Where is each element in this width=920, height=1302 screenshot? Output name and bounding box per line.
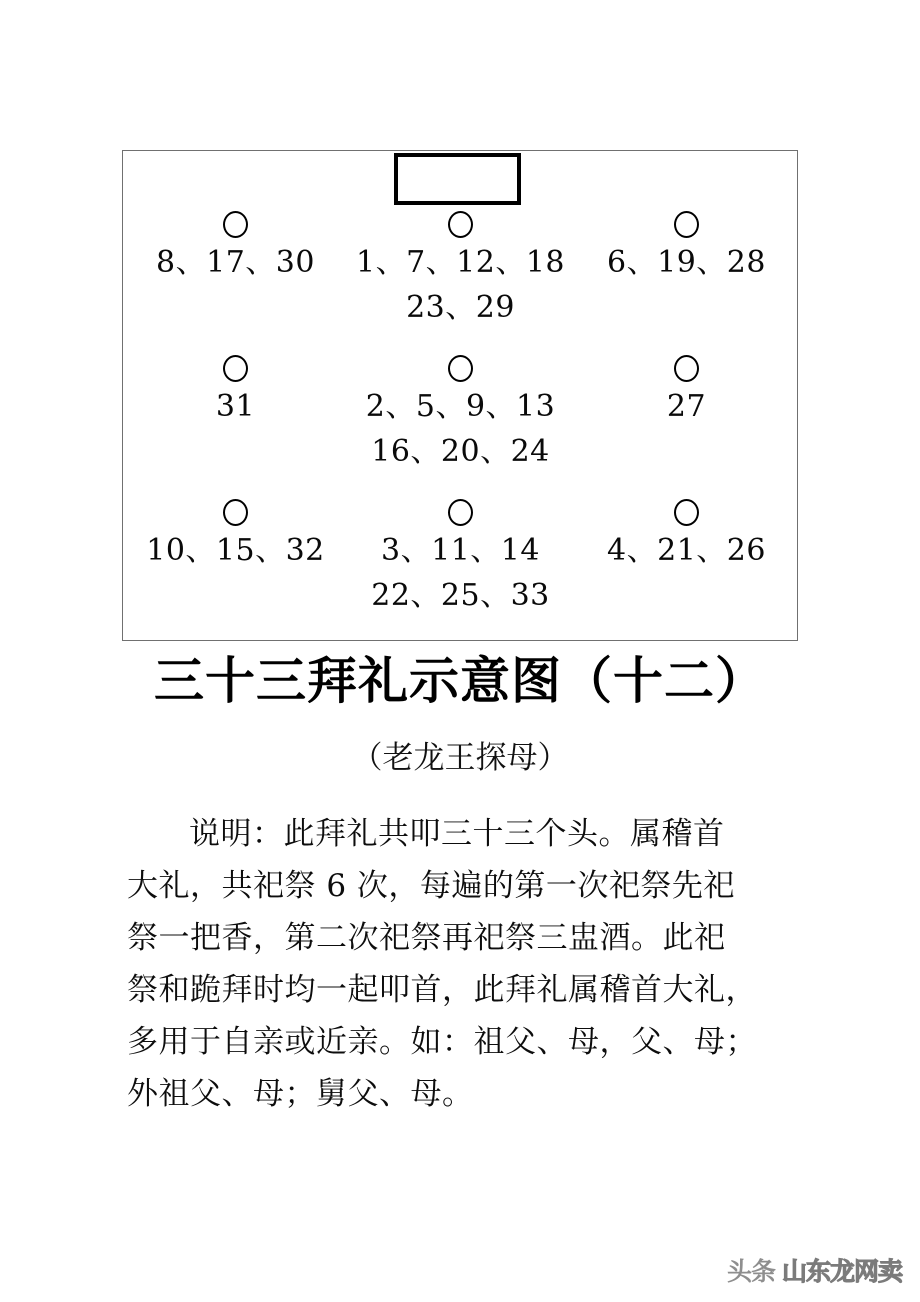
circle-marker-icon: [223, 499, 248, 526]
cell-number-line: 22、25、33: [371, 578, 550, 613]
body-line: 大礼，共祀祭 6 次，每遍的第一次祀祭先祀: [127, 868, 735, 904]
grid-cell: [574, 355, 799, 429]
grid-cell: [348, 499, 573, 618]
body-line: 外祖父、母；舅父、母。: [127, 1076, 474, 1112]
cell-number-line: 8、17、30: [156, 245, 315, 280]
circle-marker-icon: [674, 355, 699, 382]
grid-cell: [574, 211, 799, 285]
body-line: 多用于自亲或近亲。如：祖父、母，父、母；: [127, 1024, 757, 1060]
cell-number-line: 3、11、14: [381, 533, 540, 568]
grid-cell: [348, 355, 573, 474]
cell-number-line: 27: [666, 389, 707, 424]
cell-numbers: [348, 384, 573, 474]
circle-marker-icon: [674, 211, 699, 238]
watermark: [727, 1252, 902, 1288]
page-title: 三十三拜礼示意图（十二）: [154, 652, 766, 710]
toutiao-logo-icon: 头条: [726, 1257, 775, 1286]
grid-cell: [123, 355, 348, 429]
cell-number-line: 6、19、28: [607, 245, 766, 280]
circle-marker-icon: [448, 499, 473, 526]
cell-numbers: [123, 240, 348, 285]
body-line: 说明：此拜礼共叩三十三个头。属稽首: [189, 816, 725, 852]
cell-number-line: 4、21、26: [607, 533, 766, 568]
cell-number-line: 1、7、12、18: [355, 245, 566, 280]
watermark-username: 山东龙网卖: [781, 1257, 902, 1286]
grid-cell: [123, 211, 348, 285]
cell-numbers: [574, 528, 799, 573]
cell-numbers: [348, 528, 573, 618]
grid-cell: [348, 211, 573, 330]
cell-number-line: 23、29: [406, 290, 515, 325]
grid-cell: [574, 499, 799, 573]
cell-number-line: 31: [215, 389, 256, 424]
circle-marker-icon: [223, 211, 248, 238]
explanation-paragraph: [127, 808, 795, 1120]
ritual-diagram-frame: [122, 150, 798, 641]
position-grid: [123, 211, 799, 636]
body-line: 祭一把香，第二次祀祭再祀祭三盅酒。此祀: [127, 920, 726, 956]
circle-marker-icon: [223, 355, 248, 382]
circle-marker-icon: [674, 499, 699, 526]
grid-row: [123, 499, 799, 643]
cell-numbers: [123, 384, 348, 429]
cell-numbers: [574, 384, 799, 429]
cell-numbers: [574, 240, 799, 285]
cell-number-line: 16、20、24: [371, 434, 550, 469]
body-line: 祭和跪拜时均一起叩首，此拜礼属稽首大礼，: [127, 972, 757, 1008]
grid-row: [123, 211, 799, 355]
grid-cell: [123, 499, 348, 573]
cell-number-line: 10、15、32: [146, 533, 325, 568]
cell-numbers: [123, 528, 348, 573]
circle-marker-icon: [448, 211, 473, 238]
page-subtitle: （老龙王探母）: [351, 740, 569, 776]
cell-number-line: 2、5、9、13: [365, 389, 556, 424]
circle-marker-icon: [448, 355, 473, 382]
cell-numbers: [348, 240, 573, 330]
grid-row: [123, 355, 799, 499]
altar-box: [394, 153, 521, 205]
